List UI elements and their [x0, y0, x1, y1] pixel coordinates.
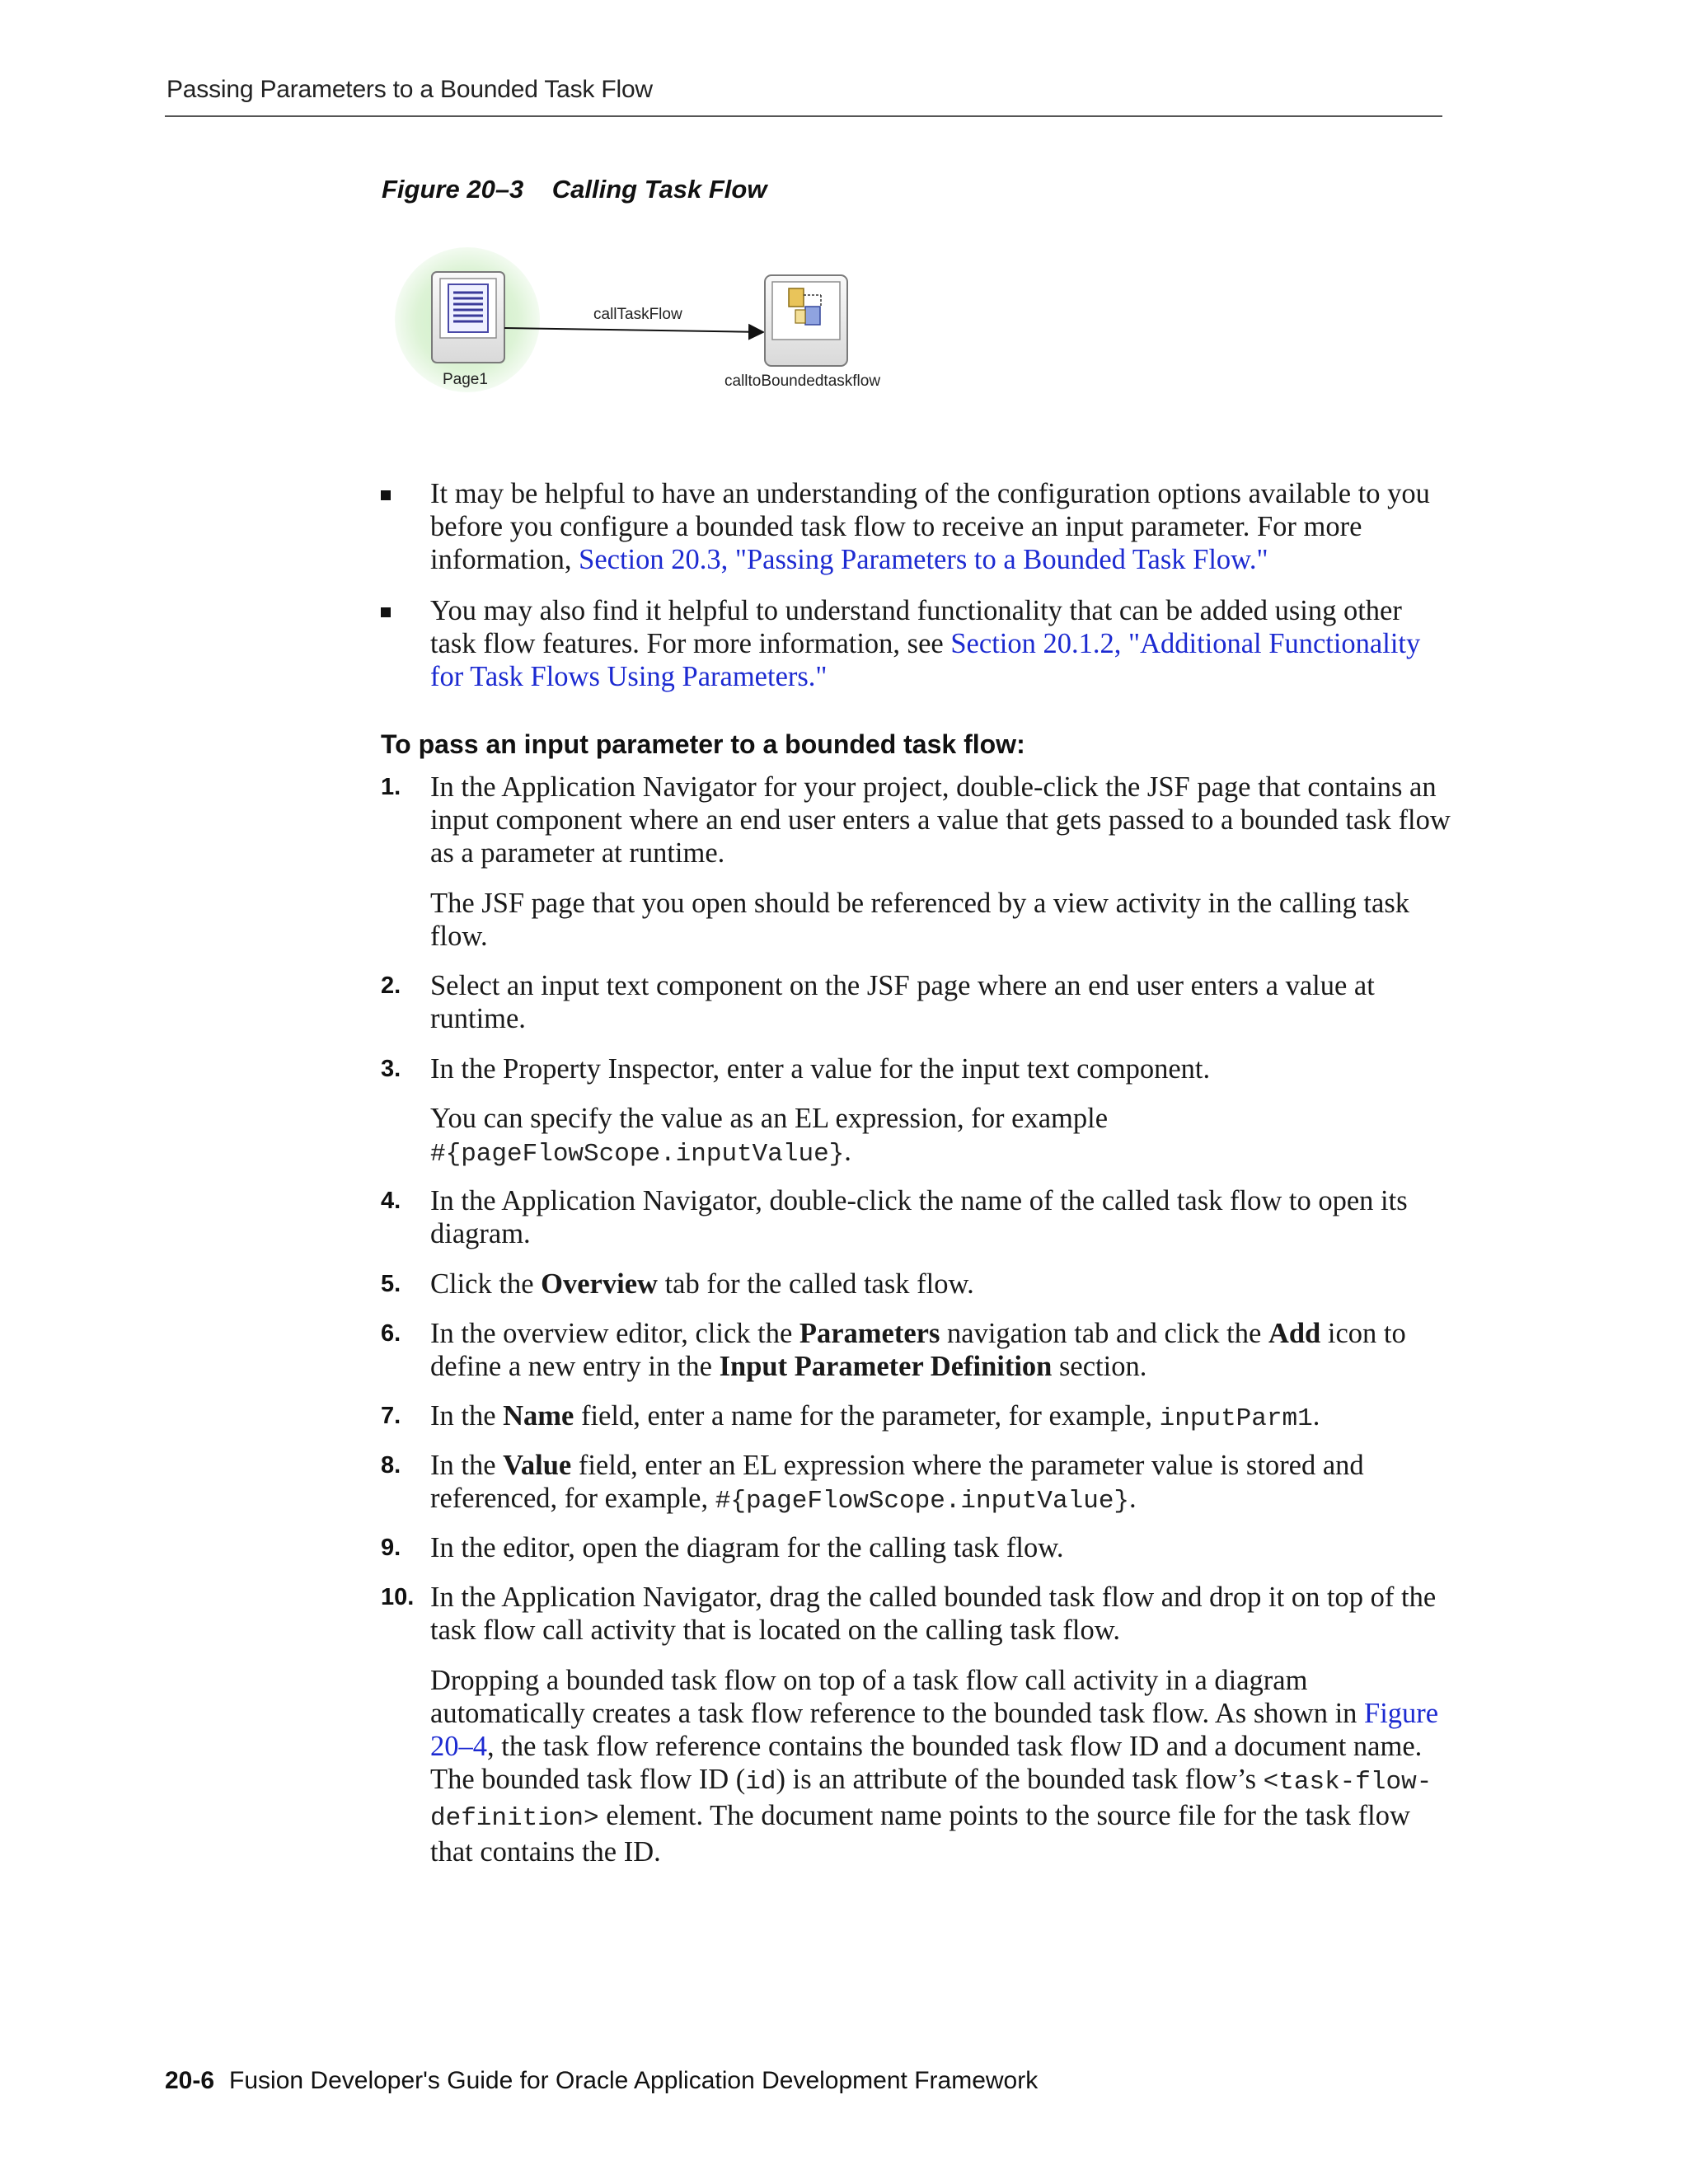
step-text: Click the [430, 1268, 542, 1300]
link-figure-20-4[interactable]: Figure 20–4 [430, 1698, 1439, 1762]
edge-label: callTaskFlow [593, 306, 682, 323]
punctuation: . [844, 1136, 851, 1167]
step-item [430, 1052, 1452, 1085]
step-item [430, 969, 1452, 1035]
step-note [430, 887, 1452, 953]
figure-number: Figure 20–3 [382, 175, 524, 204]
step-text: In the Application Navigator, double-click the name of the called task flow to open its diagram. [430, 1185, 1408, 1249]
step-text: Select an input text component on the JSF page where an end user enters a value at runtime. [430, 970, 1375, 1034]
step-item [430, 1317, 1452, 1383]
step-number: 4. [381, 1188, 401, 1214]
code-inputparm1: inputParm1 [1159, 1404, 1313, 1433]
step-number: 9. [381, 1535, 401, 1561]
step-note-text: The JSF page that you open should be referenced by a view activity in the calling task flow. [430, 888, 1409, 952]
step-text: icon to define a new entry in the [430, 1318, 1406, 1382]
punctuation: . [1312, 1400, 1320, 1432]
bullet-marker [381, 607, 391, 617]
step-note-text: ) is an attribute of the bounded task flow’s [776, 1764, 1264, 1795]
link-section-20-3[interactable]: Section 20.3, "Passing Parameters to a Bounded Task Flow." [579, 544, 1268, 575]
step-text: field, enter an EL expression where the parameter value is stored and referenced, for example, [430, 1450, 1364, 1514]
link-section-20-1-2[interactable]: Section 20.1.2, "Additional Functionality for Task Flows Using Parameters." [430, 628, 1421, 692]
page-icon [448, 284, 488, 332]
task-flow-call-node [765, 275, 847, 366]
figure-caption [382, 175, 767, 204]
step-note [430, 1102, 1452, 1171]
page1-label: Page1 [443, 371, 488, 388]
bullet-item [430, 477, 1452, 576]
step-note [430, 1664, 1452, 1868]
step-note-text: , the task flow reference contains the bounded task flow ID and a document name. The bounded task flow ID ( [430, 1731, 1423, 1795]
step-item [430, 1399, 1452, 1436]
step-number: 6. [381, 1320, 401, 1347]
ui-term-overview: Overview [541, 1268, 658, 1300]
bullet-text: You may also find it helpful to understand functionality that can be added using other task flow features. For more information, see [430, 595, 1402, 659]
procedure-heading: To pass an input parameter to a bounded task flow: [381, 729, 1025, 759]
code-id: id [745, 1768, 776, 1797]
step-text: In the Application Navigator, drag the called bounded task flow and drop it on top of the task flow call activity that is located on the calling task flow. [430, 1582, 1437, 1646]
step-number: 10. [381, 1584, 415, 1610]
bullet-item [430, 594, 1452, 693]
page-number: 20-6 [165, 2067, 215, 2094]
step-text: In the Application Navigator for your project, double-click the JSF page that contains an input component where an end user enters a value that gets passed to a bounded task flow as a parameter at runtime. [430, 771, 1451, 869]
step-item [430, 1449, 1452, 1518]
step-item [430, 771, 1452, 869]
header-rule [165, 115, 1442, 117]
step-number: 7. [381, 1403, 401, 1429]
step-text: In the overview editor, click the [430, 1318, 799, 1349]
step-note-text: Dropping a bounded task flow on top of a task flow call activity in a diagram automatically creates a task flow reference to the bounded task flow. As shown in [430, 1665, 1365, 1729]
book-title: Fusion Developer's Guide for Oracle Application Development Framework [229, 2067, 1039, 2094]
bullet-marker [381, 490, 391, 500]
ui-term-value: Value [503, 1450, 572, 1481]
figure-title: Calling Task Flow [551, 175, 767, 204]
code-el-expression: #{pageFlowScope.inputValue} [715, 1487, 1130, 1516]
step-item [430, 1581, 1452, 1647]
punctuation: . [1129, 1483, 1137, 1514]
page-footer [165, 2067, 1038, 2095]
ui-term-parameters: Parameters [799, 1318, 940, 1349]
ui-term-add: Add [1268, 1318, 1321, 1349]
step-text: navigation tab and click the [940, 1318, 1268, 1349]
step-note-text: element. The document name points to the source file for the task flow that contains the ID. [430, 1800, 1410, 1868]
step-text: In the editor, open the diagram for the calling task flow. [430, 1532, 1064, 1563]
step-text: In the [430, 1400, 504, 1432]
running-header: Passing Parameters to a Bounded Task Flow [166, 76, 653, 103]
step-number: 3. [381, 1056, 401, 1082]
step-text: In the [430, 1450, 504, 1481]
bullet-text: It may be helpful to have an understanding of the configuration options available to you before you configure a bounded task flow to receive an input parameter. For more information, [430, 478, 1430, 575]
task-flow-call-label: calltoBoundedtaskflow [724, 373, 881, 390]
step-number: 1. [381, 774, 401, 800]
step-item [430, 1184, 1452, 1250]
step-text: field, enter a name for the parameter, for example, [574, 1400, 1160, 1432]
step-note-text: You can specify the value as an EL expression, for example [430, 1103, 1109, 1134]
step-number: 5. [381, 1271, 401, 1297]
code-task-flow-definition: <task-flow-definition> [430, 1768, 1432, 1833]
step-item [430, 1268, 1452, 1301]
code-el-expression: #{pageFlowScope.inputValue} [430, 1140, 845, 1169]
step-number: 8. [381, 1452, 401, 1479]
ui-term-input-parameter-definition: Input Parameter Definition [719, 1351, 1053, 1382]
step-item [430, 1531, 1452, 1564]
step-text: In the Property Inspector, enter a value for the input text component. [430, 1053, 1211, 1085]
step-text: tab for the called task flow. [657, 1268, 974, 1300]
ui-term-name: Name [503, 1400, 574, 1432]
call-task-flow-edge [504, 328, 763, 332]
step-text: section. [1052, 1351, 1147, 1382]
step-number: 2. [381, 972, 401, 999]
task-flow-diagram [387, 239, 915, 404]
